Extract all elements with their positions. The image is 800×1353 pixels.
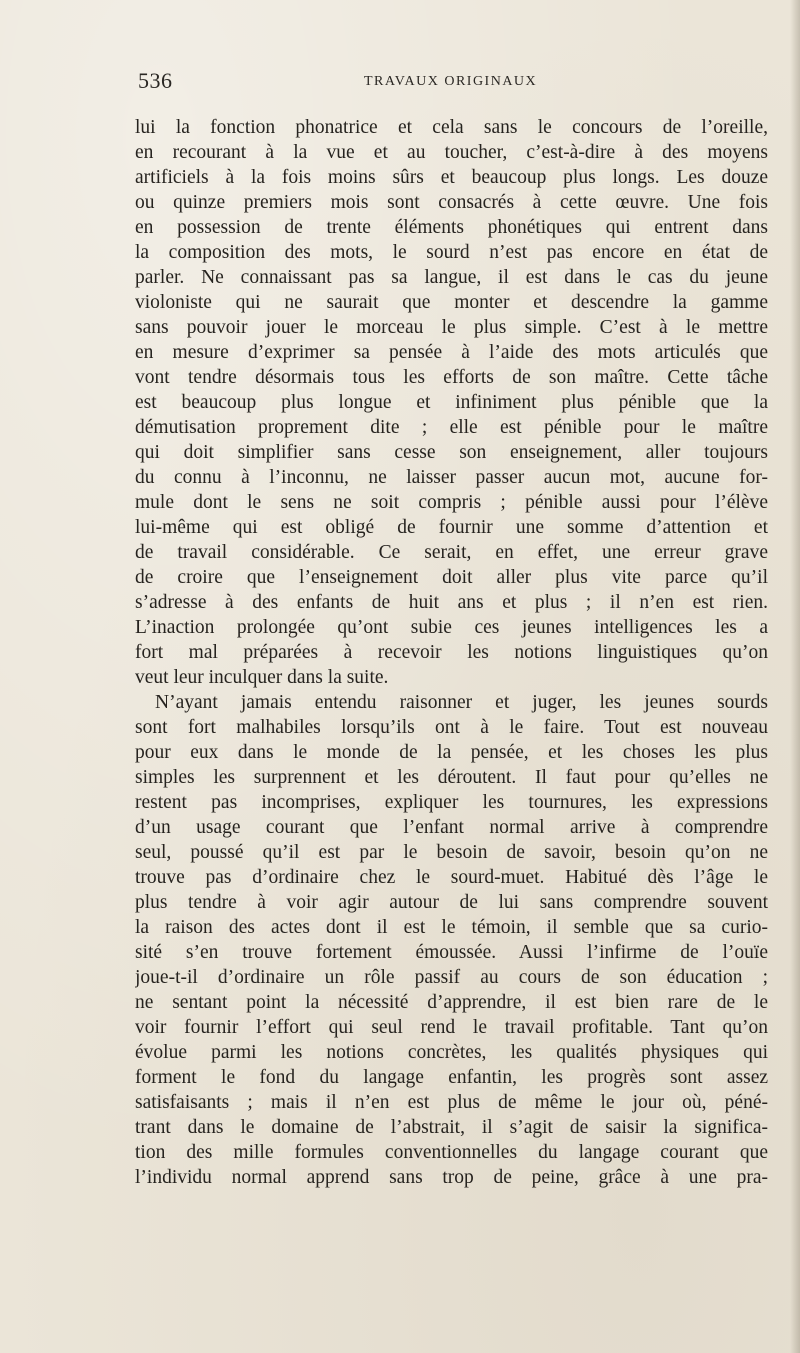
page-header <box>138 68 768 98</box>
text-line: L’inaction prolongée qu’ont subie ces jeunes intelligences les a <box>135 617 768 638</box>
text-line: en possession de trente éléments phonétiques qui entrent dans <box>135 217 768 238</box>
text-line: pour eux dans le monde de la pensée, et les choses les plus <box>135 742 768 763</box>
page-number: 536 <box>138 68 173 93</box>
text-line: fort mal préparées à recevoir les notions linguistiques qu’on <box>135 642 768 663</box>
text-line: en mesure d’exprimer sa pensée à l’aide des mots articulés que <box>135 342 768 363</box>
page-edge-shadow <box>790 0 800 1353</box>
running-head: TRAVAUX ORIGINAUX <box>364 74 538 89</box>
text-line: du connu à l’inconnu, ne laisser passer aucun mot, aucune for- <box>135 467 768 488</box>
text-line: d’un usage courant que l’enfant normal arrive à comprendre <box>135 817 768 838</box>
text-line: tion des mille formules conventionnelles du langage courant que <box>135 1142 768 1163</box>
text-line: sont fort malhabiles lorsqu’ils ont à le faire. Tout est nouveau <box>135 717 768 738</box>
text-line: lui la fonction phonatrice et cela sans le concours de l’oreille, <box>135 117 768 138</box>
text-line: parler. Ne connaissant pas sa langue, il est dans le cas du jeune <box>135 267 768 288</box>
text-line: évolue parmi les notions concrètes, les qualités physiques qui <box>135 1042 768 1063</box>
text-line: ne sentant point la nécessité d’apprendre, il est bien rare de le <box>135 992 768 1013</box>
text-line: la raison des actes dont il est le témoin, il semble que sa curio- <box>135 917 768 938</box>
text-line: artificiels à la fois moins sûrs et beaucoup plus longs. Les douze <box>135 167 768 188</box>
text-line: sans pouvoir jouer le morceau le plus simple. C’est à le mettre <box>135 317 768 338</box>
text-line: est beaucoup plus longue et infiniment plus pénible que la <box>135 392 768 413</box>
text-line: plus tendre à voir agir autour de lui sans comprendre souvent <box>135 892 768 913</box>
text-line: forment le fond du langage enfantin, les progrès sont assez <box>135 1067 768 1088</box>
text-line: mule dont le sens ne soit compris ; pénible aussi pour l’élève <box>135 492 768 513</box>
text-line: restent pas incomprises, expliquer les tournures, les expressions <box>135 792 768 813</box>
text-line: trouve pas d’ordinaire chez le sourd-muet. Habitué dès l’âge le <box>135 867 768 888</box>
text-line: vont tendre désormais tous les efforts de son maître. Cette tâche <box>135 367 768 388</box>
text-line: simples les surprennent et les déroutent. Il faut pour qu’elles ne <box>135 767 768 788</box>
text-line: démutisation proprement dite ; elle est pénible pour le maître <box>135 417 768 438</box>
text-line: en recourant à la vue et au toucher, c’est-à-dire à des moyens <box>135 142 768 163</box>
paragraph-end-line: veut leur inculquer dans la suite. <box>135 667 389 688</box>
text-line: s’adresse à des enfants de huit ans et plus ; il n’en est rien. <box>135 592 768 613</box>
text-line: violoniste qui ne saurait que monter et descendre la gamme <box>135 292 768 313</box>
text-line: de croire que l’enseignement doit aller plus vite parce qu’il <box>135 567 768 588</box>
text-line: qui doit simplifier sans cesse son enseignement, aller toujours <box>135 442 768 463</box>
body-text <box>135 115 768 1190</box>
text-line: sité s’en trouve fortement émoussée. Aussi l’infirme de l’ouïe <box>135 942 768 963</box>
paragraph-start-line: N’ayant jamais entendu raisonner et juger, les jeunes sourds <box>155 692 768 713</box>
text-line: la composition des mots, le sourd n’est pas encore en état de <box>135 242 768 263</box>
text-line: l’individu normal apprend sans trop de peine, grâce à une pra- <box>135 1167 768 1188</box>
text-line: satisfaisants ; mais il n’en est plus de même le jour où, péné- <box>135 1092 768 1113</box>
text-line: trant dans le domaine de l’abstrait, il s’agit de saisir la significa- <box>135 1117 768 1138</box>
text-line: de travail considérable. Ce serait, en effet, une erreur grave <box>135 542 768 563</box>
text-line: ou quinze premiers mois sont consacrés à cette œuvre. Une fois <box>135 192 768 213</box>
text-line: voir fournir l’effort qui seul rend le travail profitable. Tant qu’on <box>135 1017 768 1038</box>
text-line: seul, poussé qu’il est par le besoin de savoir, besoin qu’on ne <box>135 842 768 863</box>
text-line: joue-t-il d’ordinaire un rôle passif au cours de son éducation ; <box>135 967 768 988</box>
text-line: lui-même qui est obligé de fournir une somme d’attention et <box>135 517 768 538</box>
